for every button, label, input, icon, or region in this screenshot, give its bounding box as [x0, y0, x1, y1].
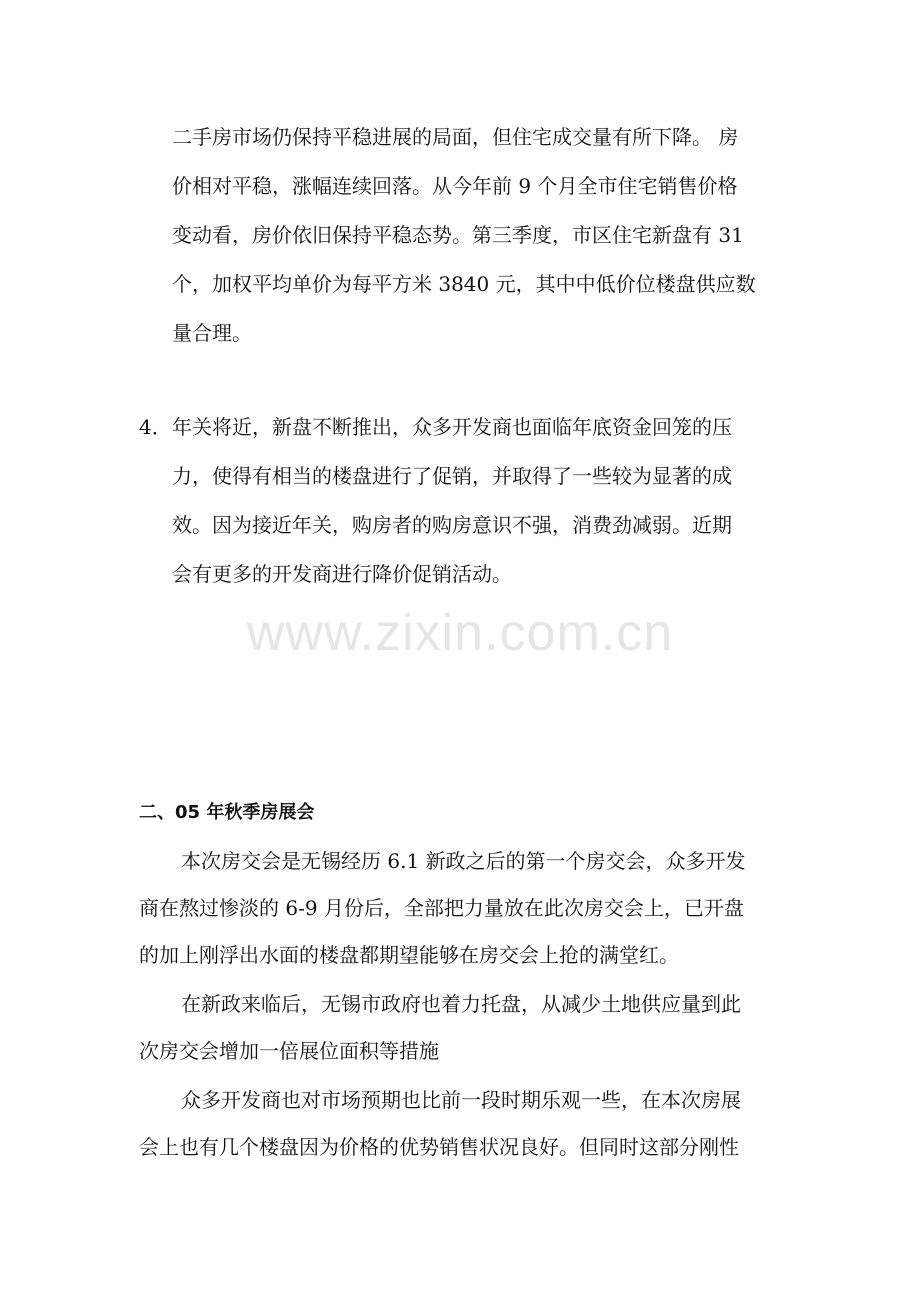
text-line: 年关将近，新盘不断推出，众多开发商也面临年底资金回笼的压 — [172, 415, 732, 439]
text-line: 众多开发商也对市场预期也比前一段时期乐观一些，在本次房展 — [181, 1088, 741, 1112]
text-line: 二手房市场仍保持平稳进展的局面，但住宅成交量有所下降。 房 — [172, 125, 739, 149]
text-line: 量合理。 — [172, 321, 252, 345]
text-line: 在新政来临后，无锡市政府也着力托盘，从减少土地供应量到此 — [181, 992, 741, 1016]
text-line: 变动看，房价依旧保持平稳态势。第三季度，市区住宅新盘有 31 — [172, 223, 744, 247]
watermark: www.zixin.com.cn — [246, 604, 674, 662]
text-line: 力，使得有相当的楼盘进行了促销，并取得了一些较为显著的成 — [172, 464, 732, 488]
text-line: 价相对平稳，涨幅连续回落。从今年前 9 个月全市住宅销售价格 — [172, 174, 738, 198]
text-line: 的加上刚浮出水面的楼盘都期望能够在房交会上抢的满堂红。 — [139, 943, 679, 967]
text-line: 个，加权平均单价为每平方米 3840 元，其中中低价位楼盘供应数 — [172, 272, 756, 296]
text-line: 会有更多的开发商进行降价促销活动。 — [172, 562, 512, 586]
text-line: 效。因为接近年关，购房者的购房意识不强，消费劲减弱。近期 — [172, 513, 732, 537]
text-line: 会上也有几个楼盘因为价格的优势销售状况良好。但同时这部分刚性 — [139, 1135, 739, 1159]
text-line: 本次房交会是无锡经历 6.1 新政之后的第一个房交会，众多开发 — [181, 849, 746, 873]
text-line: 次房交会增加一倍展位面积等措施 — [139, 1039, 439, 1063]
text-line: 商在熬过惨淡的 6-9 月份后，全部把力量放在此次房交会上，已开盘 — [139, 896, 744, 920]
section-heading: 二、05 年秋季房展会 — [139, 802, 315, 823]
list-item-number: 4． — [139, 415, 172, 439]
